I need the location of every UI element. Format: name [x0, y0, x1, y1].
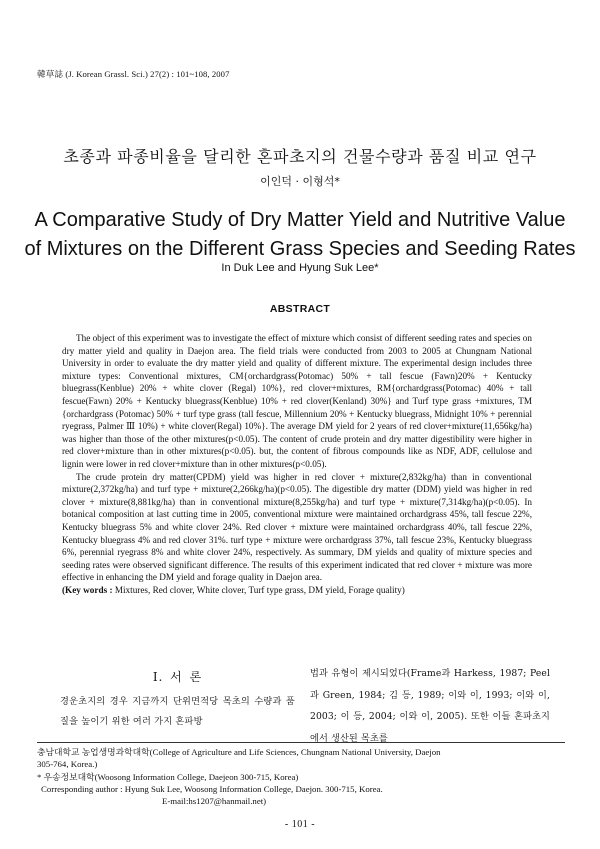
intro-right-column	[310, 663, 550, 749]
abstract-paragraph-2: The crude protein dry matter(CPDM) yield was higher in red clover + mixture(2,832kg/ha) than in conventional mixture(2,372kg/ha) and turf type + mixture(2,266kg/ha)(p<0.05). The digestible dry matter (DDM) yield was higher in red clover + mixture(8,881kg/ha) than in conventional mixture(8,255kg/ha) and turf type + mixture(7,314kg/ha)(p<0.05). In botanical composition at last cutting time in 2005, conventional mixture were maintained orchardgrass 45%, tall fescue 22%, Kentucky bluegrass 5% and white clover 24%. Red clover + mixture were maintained orchardgrass 40%, tall fescue 22%, Kentucky bluegrass 4% and red clover 31%. turf type + mixture were orchardgrass 37%, tall fescue 23%, Kentucky bluegrass 6%, perennial ryegrass 8% and white clover 24%, respectively. As summary, DM yields and quality of mixture species and seeding rates were observed significant difference. The results of this experiment indicated that red clover + mixture was more effective in enhancing the DM yield and forage quality in Daejon area.	[62, 471, 532, 583]
keywords-label: (Key words :	[62, 584, 113, 595]
page-number: - 101 -	[284, 819, 316, 830]
english-title	[0, 206, 600, 264]
abstract-body	[62, 332, 532, 596]
abstract-heading: ABSTRACT	[269, 303, 331, 315]
footnotes	[37, 746, 565, 807]
english-authors: In Duk Lee and Hyung Suk Lee*	[221, 262, 379, 274]
footnote-affiliation: 충남대학교 농업생명과학대학(College of Agriculture and Life Sciences, Chungnam National University, Daejon	[37, 747, 441, 757]
korean-authors: 이인덕 · 이형석*	[260, 175, 340, 188]
keywords	[62, 584, 532, 597]
footnote-second-affiliation: * 우송정보대학(Woosong Information College, Daejeon 300-715, Korea)	[37, 771, 299, 782]
journal-reference: 韓草誌 (J. Korean Grassl. Sci.) 27(2) : 101~108, 2007	[37, 69, 230, 79]
footnote-corresponding-author: Corresponding author : Hyung Suk Lee, Woosong Information College, Daejon. 300-715, Korea.	[41, 783, 383, 794]
footnote-affiliation-cont: 305-764, Korea.)	[37, 759, 98, 770]
english-title-line-2: of Mixtures on the Different Grass Species and Seeding Rates	[24, 238, 576, 260]
intro-heading: Ⅰ. 서 론	[152, 670, 203, 684]
footnote-divider	[37, 742, 565, 743]
intro-right-text: 법과 유형이 제시되었다(Frame과 Harkess, 1987; Peel과 Green, 1984; 김 등, 1989; 이와 이, 1993; 이와 이, 2003; 이 등, 2004; 이와 이, 2005). 또한 이들 혼파초지에서 생산된 목초를	[310, 668, 550, 744]
abstract-paragraph-1: The object of this experiment was to investigate the effect of mixture which consist of different seeding rates and species on dry matter yield and quality in Daejon area. The field trials were conducted from 2003 to 2005 at Chungnam National University in order to evaluate the dry matter yield and quality of different mixture. The experimental design includes three mixture types: Conventional mixtures, CM{orchardgrass(Potomac) 50% + tall fescue (Fawn)20% + Kentucky bluegrass(Kenblue) 20% + white clover (Regal) 10%}, red clover+mixtures, RM{orchardgrass(Potomac) 40% + tall fescue(Fawn) 20% + Kentucky bluegrass(Kenblue) 10% + red clover(Kenland) 30%} and Turf type grass +mixtures, TM {orchardgrass (Potomac) 50% + turf type grass (tall fescue, Millennium 20% + Kentucky bluegrass, Midnight 10% + perennial ryegrass, Palmer Ⅲ 10%) + white clover(Regal) 10%}. The average DM yield for 2 years of red clover+mixture(11,656kg/ha) was higher than those of the other mixtures(p<0.05). The content of crude protein and dry matter digestibility were higher in red clover+mixture than in other mixtures(p<0.05). but, the content of fibrous compounds like as NDF, ADF, cellulose and lignin were lower in red clover+mixture than in other mixtures(p<0.05).	[62, 333, 532, 469]
korean-title: 초종과 파종비율을 달리한 혼파초지의 건물수량과 품질 비교 연구	[63, 147, 537, 166]
intro-left-column	[60, 666, 295, 732]
intro-left-text: 경운초지의 경우 지금까지 단위면적당 목초의 수량과 품질을 높이기 위한 여러 가지 혼파방	[60, 696, 295, 727]
footnote-email: E-mail:hs1207@hanmail.net)	[162, 796, 267, 807]
keywords-text: Mixtures, Red clover, White clover, Turf type grass, DM yield, Forage quality)	[112, 584, 405, 595]
english-title-line-1: A Comparative Study of Dry Matter Yield and Nutritive Value	[34, 209, 566, 231]
